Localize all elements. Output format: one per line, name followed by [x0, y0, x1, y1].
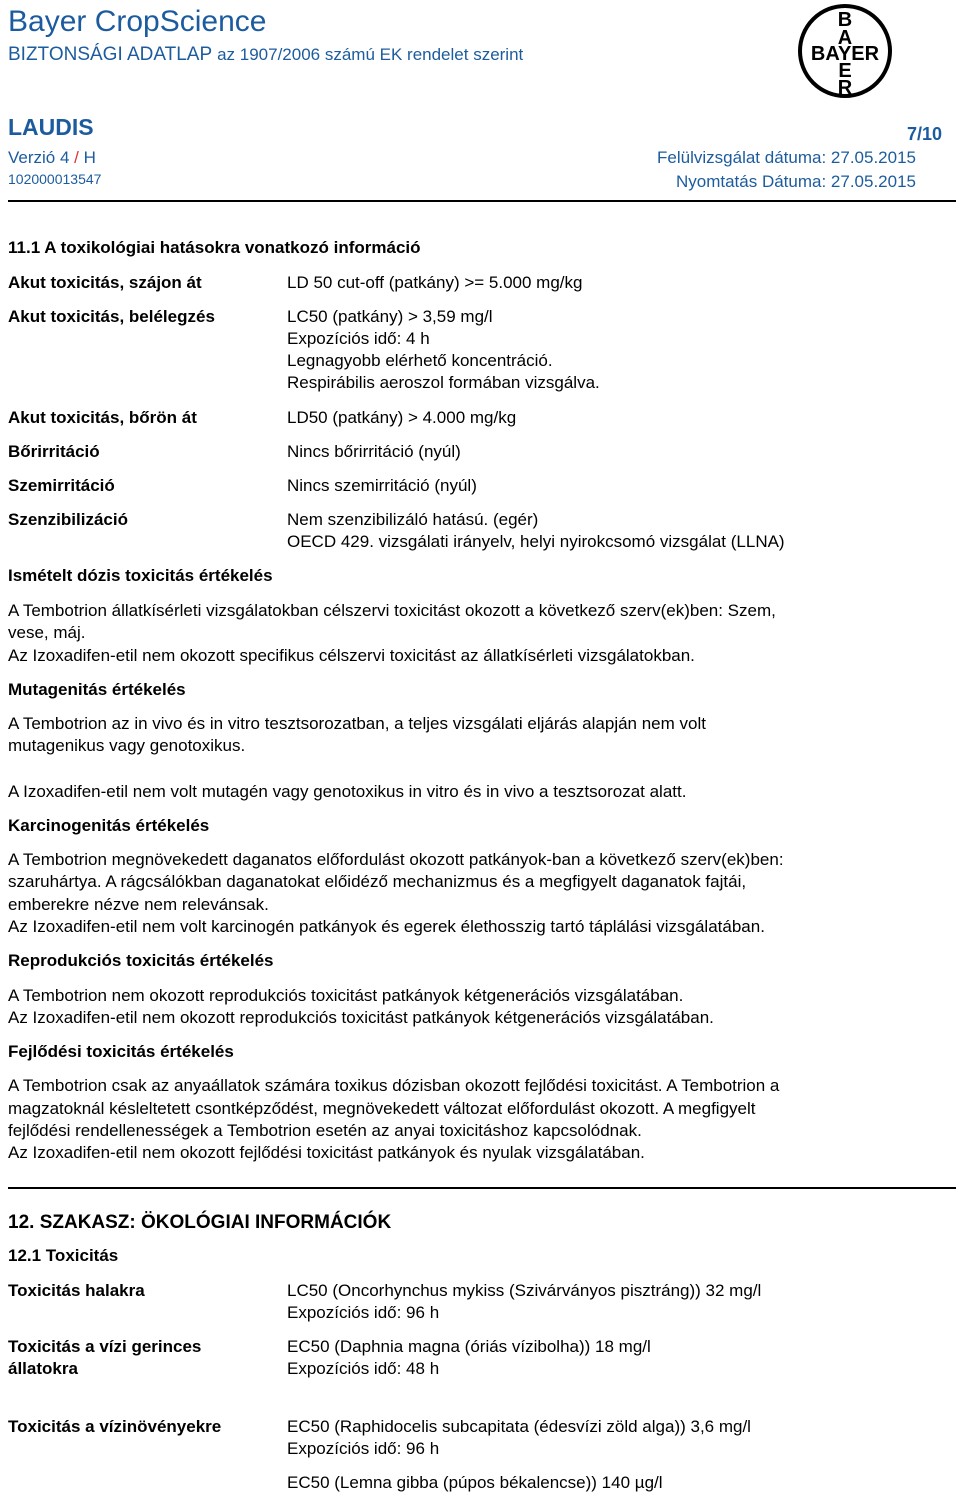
header-divider	[8, 200, 956, 202]
row-label-dermal: Akut toxicitás, bőrön át	[8, 408, 197, 427]
row-label-inhalation: Akut toxicitás, belélegzés	[8, 307, 215, 326]
paragraph-line: A Tembotrion az in vivo és in vitro tesztsorozatban, a teljes vizsgálati eljárás alapján nem volt	[8, 714, 706, 733]
section-12-heading: 12. SZAKASZ: ÖKOLÓGIAI INFORMÁCIÓK	[8, 1212, 392, 1233]
eco-label-fish: Toxicitás halakra	[8, 1281, 145, 1300]
version-prefix: Verzió 4	[8, 148, 70, 167]
paragraph-line: szaruhártya. A rágcsálókban daganatokat előidéző mechanizmus és a megfigyelt daganatok fajtái,	[8, 872, 747, 891]
row-value-dermal: LD50 (patkány) > 4.000 mg/kg	[287, 408, 517, 427]
paragraph-line: Az Izoxadifen-etil nem okozott fejlődési toxicitást patkányok és nyulak vizsgálatában.	[8, 1143, 645, 1162]
mutagenicity-heading: Mutagenitás értékelés	[8, 680, 186, 699]
eco-label-invertebrates-line: állatokra	[8, 1359, 78, 1378]
paragraph-line: Az Izoxadifen-etil nem okozott reprodukciós toxicitást patkányok kétgenerációs vizsgálatában.	[8, 1008, 714, 1027]
developmental-heading: Fejlődési toxicitás értékelés	[8, 1042, 234, 1061]
paragraph-line: A Tembotrion nem okozott reprodukciós toxicitást patkányok kétgenerációs vizsgálatában.	[8, 986, 684, 1005]
row-label-skin-irritation: Bőrirritáció	[8, 442, 100, 461]
section-12-1-heading: 12.1 Toxicitás	[8, 1246, 119, 1265]
carcinogenicity-heading: Karcinogenitás értékelés	[8, 816, 210, 835]
paragraph-line: A Tembotrion megnövekedett daganatos előfordulást okozott patkányok-ban a következő szerv(ek)ben:	[8, 850, 784, 869]
eco-label-plants: Toxicitás a vízinövényekre	[8, 1417, 222, 1436]
eco-value-fish: LC50 (Oncorhynchus mykiss (Szivárványos pisztráng)) 32 mg/l	[287, 1281, 762, 1300]
reproductive-heading: Reprodukciós toxicitás értékelés	[8, 951, 274, 970]
paragraph-line: vese, máj.	[8, 623, 86, 642]
logo-letter-r: R	[837, 77, 853, 99]
eco-value-algae-exposure: Expozíciós idő: 96 h	[287, 1439, 440, 1458]
document-title	[8, 44, 523, 67]
page-number: 7/10	[906, 124, 942, 144]
row-value-oral: LD 50 cut-off (patkány) >= 5.000 mg/kg	[287, 273, 583, 292]
paragraph-line: A Tembotrion csak az anyaállatok számára toxikus dózisban okozott fejlődési toxicitást. A Tembotrion a	[8, 1076, 780, 1095]
row-label-sensitization: Szenzibilizáció	[8, 510, 128, 529]
logo-letter-b: B	[837, 9, 853, 31]
logo-letter-a: A	[837, 27, 853, 49]
row-value-inhalation: LC50 (patkány) > 3,59 mg/l	[287, 307, 493, 326]
row-value-sensitization-line: OECD 429. vizsgálati irányelv, helyi nyirokcsomó vizsgálat (LLNA)	[287, 532, 785, 551]
print-date: Nyomtatás Dátuma: 27.05.2015	[675, 172, 916, 191]
paragraph-line: Az Izoxadifen-etil nem volt karcinogén patkányok és egerek élethosszig tartó táplálási vizsgálatában.	[8, 917, 765, 936]
paragraph-line: A Tembotrion állatkísérleti vizsgálatokban célszervi toxicitást okozott a következő szerv(ek)ben: Szem,	[8, 601, 776, 620]
paragraph-line: mutagenikus vagy genotoxikus.	[8, 736, 246, 755]
row-value-eye-irritation: Nincs szemirritáció (nyúl)	[287, 476, 477, 495]
row-label-eye-irritation: Szemirritáció	[8, 476, 115, 495]
eco-value-algae: EC50 (Raphidocelis subcapitata (édesvízi zöld alga)) 3,6 mg/l	[287, 1417, 751, 1436]
document-number: 102000013547	[8, 171, 102, 187]
row-value-inhalation-line: Legnagyobb elérhető koncentráció.	[287, 351, 553, 370]
paragraph-line: emberekre nézve nem relevánsak.	[8, 895, 269, 914]
paragraph-line: fejlődési rendellenességek a Tembotrion esetén az anyai toxicitáshoz kapcsolódnak.	[8, 1121, 642, 1140]
doc-type: BIZTONSÁGI ADATLAP	[8, 44, 212, 65]
paragraph-line: Az Izoxadifen-etil nem okozott specifikus célszervi toxicitást az állatkísérleti vizsgálatokban.	[8, 646, 695, 665]
eco-value-daphnia: EC50 (Daphnia magna (óriás vízibolha)) 18 mg/l	[287, 1337, 651, 1356]
logo-letter-e: E	[838, 60, 852, 82]
bayer-logo	[796, 2, 894, 100]
version-slash: /	[69, 148, 84, 167]
paragraph-line: magzatoknál késleltetett csontképződést, megnövekedett változat előfordulást okozott. A megfigyelt	[8, 1099, 756, 1118]
eco-value-daphnia-exposure: Expozíciós idő: 48 h	[287, 1359, 440, 1378]
row-value-sensitization: Nem szenzibilizáló hatású. (egér)	[287, 510, 539, 529]
row-label-oral: Akut toxicitás, szájon át	[8, 273, 202, 292]
product-name: LAUDIS	[8, 114, 94, 140]
version-suffix: H	[83, 148, 96, 167]
revision-date: Felülvizsgálat dátuma: 27.05.2015	[657, 148, 916, 167]
row-value-inhalation-line: Expozíciós idő: 4 h	[287, 329, 430, 348]
eco-value-fish-exposure: Expozíciós idő: 96 h	[287, 1303, 440, 1322]
row-value-skin-irritation: Nincs bőrirritáció (nyúl)	[287, 442, 461, 461]
eco-label-invertebrates: Toxicitás a vízi gerinces	[8, 1337, 202, 1356]
regulation-note: az 1907/2006 számú EK rendelet szerint	[217, 45, 524, 64]
company-name: Bayer CropScience	[8, 5, 267, 38]
section-11-1-heading: 11.1 A toxikológiai hatásokra vonatkozó információ	[8, 238, 421, 257]
version-info	[8, 147, 96, 170]
repeat-dose-heading: Ismételt dózis toxicitás értékelés	[8, 566, 273, 585]
paragraph-line: A Izoxadifen-etil nem volt mutagén vagy genotoxikus in vitro és in vivo a tesztsorozat alatt.	[8, 782, 687, 801]
row-value-inhalation-line: Respirábilis aeroszol formában vizsgálva.	[287, 373, 600, 392]
logo-word-bayer: BAYER	[810, 43, 880, 65]
section-divider	[8, 1187, 956, 1189]
eco-value-lemna: EC50 (Lemna gibba (púpos békalencse)) 140 µg/l	[287, 1473, 663, 1492]
